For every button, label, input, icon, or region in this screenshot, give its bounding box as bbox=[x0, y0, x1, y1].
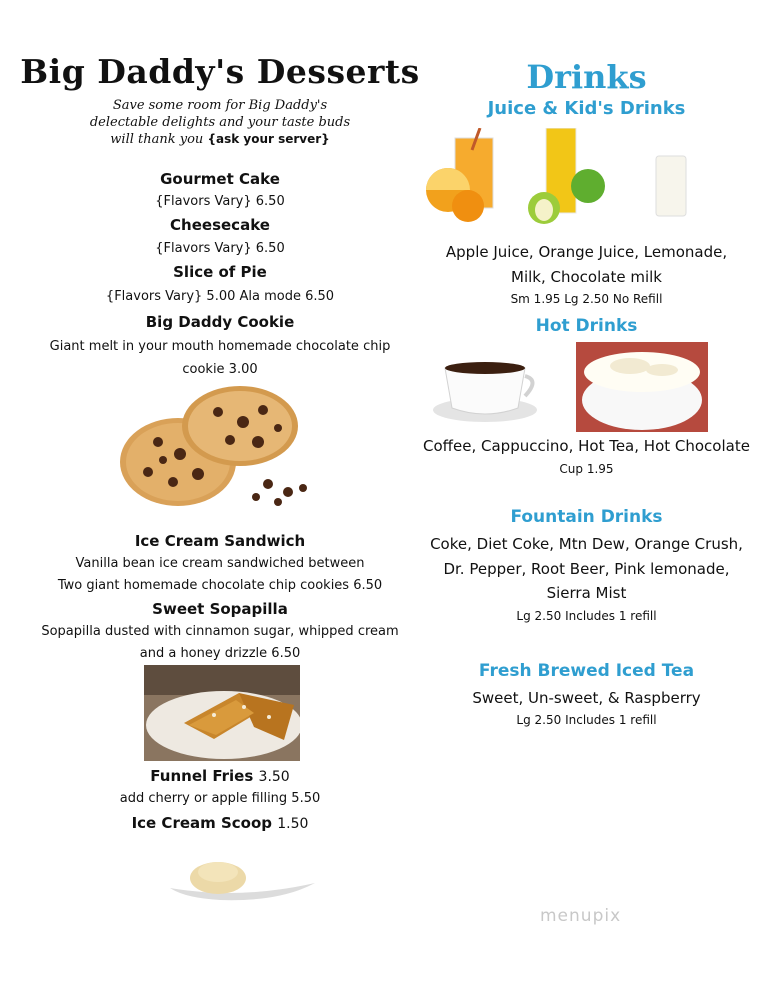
sweet-sopapilla-desc-2: and a honey drizzle 6.50 bbox=[139, 646, 301, 661]
funnel-fries-name: Funnel Fries bbox=[150, 767, 254, 785]
juice-list-2: Milk, Chocolate milk bbox=[511, 268, 662, 286]
juice-heading: Juice & Kid's Drinks bbox=[487, 98, 686, 119]
hot-drinks-price: Cup 1.95 bbox=[559, 462, 614, 476]
ice-cream-sandwich-desc-1: Vanilla bean ice cream sandwiched between bbox=[75, 556, 365, 571]
tagline-line-3 bbox=[20, 131, 420, 148]
sopapilla-image bbox=[144, 665, 300, 761]
big-daddy-cookie-desc-1: Giant melt in your mouth homemade chocolate chip bbox=[49, 339, 391, 354]
sweet-sopapilla-name: Sweet Sopapilla bbox=[152, 600, 288, 618]
funnel-fries-row bbox=[20, 767, 420, 785]
hot-drinks-list: Coffee, Cappuccino, Hot Tea, Hot Chocolate bbox=[423, 437, 750, 455]
hot-drinks-heading: Hot Drinks bbox=[535, 316, 638, 336]
cookies-image bbox=[118, 382, 318, 517]
fountain-list-1: Coke, Diet Coke, Mtn Dew, Orange Crush, bbox=[430, 535, 743, 553]
ice-cream-scoop-name: Ice Cream Scoop bbox=[131, 814, 273, 832]
drinks-column bbox=[400, 0, 773, 1000]
fountain-heading: Fountain Drinks bbox=[510, 507, 663, 527]
ask-server-note: {ask your server} bbox=[207, 132, 330, 146]
funnel-fries-desc: add cherry or apple filling 5.50 bbox=[119, 791, 321, 806]
juice-image bbox=[420, 128, 700, 226]
iced-tea-heading: Fresh Brewed Iced Tea bbox=[478, 661, 695, 681]
cheesecake-name: Cheesecake bbox=[170, 216, 270, 234]
slice-of-pie-desc: {Flavors Vary} 5.00 Ala mode 6.50 bbox=[105, 289, 335, 304]
hot-drinks-image bbox=[430, 340, 710, 432]
drinks-title: Drinks bbox=[526, 58, 647, 96]
gourmet-cake-name: Gourmet Cake bbox=[160, 170, 280, 188]
iced-tea-price: Lg 2.50 Includes 1 refill bbox=[516, 713, 657, 727]
iced-tea-list: Sweet, Un-sweet, & Raspberry bbox=[472, 689, 701, 707]
juice-price: Sm 1.95 Lg 2.50 No Refill bbox=[510, 292, 663, 306]
desserts-column bbox=[20, 0, 420, 1000]
desserts-title: Big Daddy's Desserts bbox=[20, 52, 420, 91]
gourmet-cake-desc: {Flavors Vary} 6.50 bbox=[155, 194, 285, 209]
ice-cream-scoop-row bbox=[20, 814, 420, 832]
slice-of-pie-name: Slice of Pie bbox=[173, 263, 267, 281]
sweet-sopapilla-desc-1: Sopapilla dusted with cinnamon sugar, whipped cream bbox=[41, 624, 399, 639]
fountain-list-2: Dr. Pepper, Root Beer, Pink lemonade, bbox=[443, 560, 730, 578]
juice-list-1: Apple Juice, Orange Juice, Lemonade, bbox=[445, 243, 728, 261]
big-daddy-cookie-name: Big Daddy Cookie bbox=[145, 313, 295, 331]
fountain-price: Lg 2.50 Includes 1 refill bbox=[516, 609, 657, 623]
tagline-line-1: Save some room for Big Daddy's bbox=[112, 98, 328, 113]
menupix-watermark: menupix bbox=[540, 906, 622, 926]
fountain-list-3: Sierra Mist bbox=[546, 584, 627, 602]
ice-cream-scoop-price: 1.50 bbox=[277, 816, 309, 832]
big-daddy-cookie-desc-2: cookie 3.00 bbox=[182, 362, 258, 377]
ice-cream-sandwich-desc-2: Two giant homemade chocolate chip cookies 6.50 bbox=[57, 578, 383, 593]
ice-cream-scoop-image bbox=[160, 850, 320, 905]
ice-cream-sandwich-name: Ice Cream Sandwich bbox=[134, 532, 306, 550]
tagline-line-2: delectable delights and your taste buds bbox=[89, 115, 351, 130]
tagline-text: will thank you bbox=[110, 132, 204, 147]
cheesecake-desc: {Flavors Vary} 6.50 bbox=[155, 241, 285, 256]
funnel-fries-price: 3.50 bbox=[258, 769, 290, 785]
